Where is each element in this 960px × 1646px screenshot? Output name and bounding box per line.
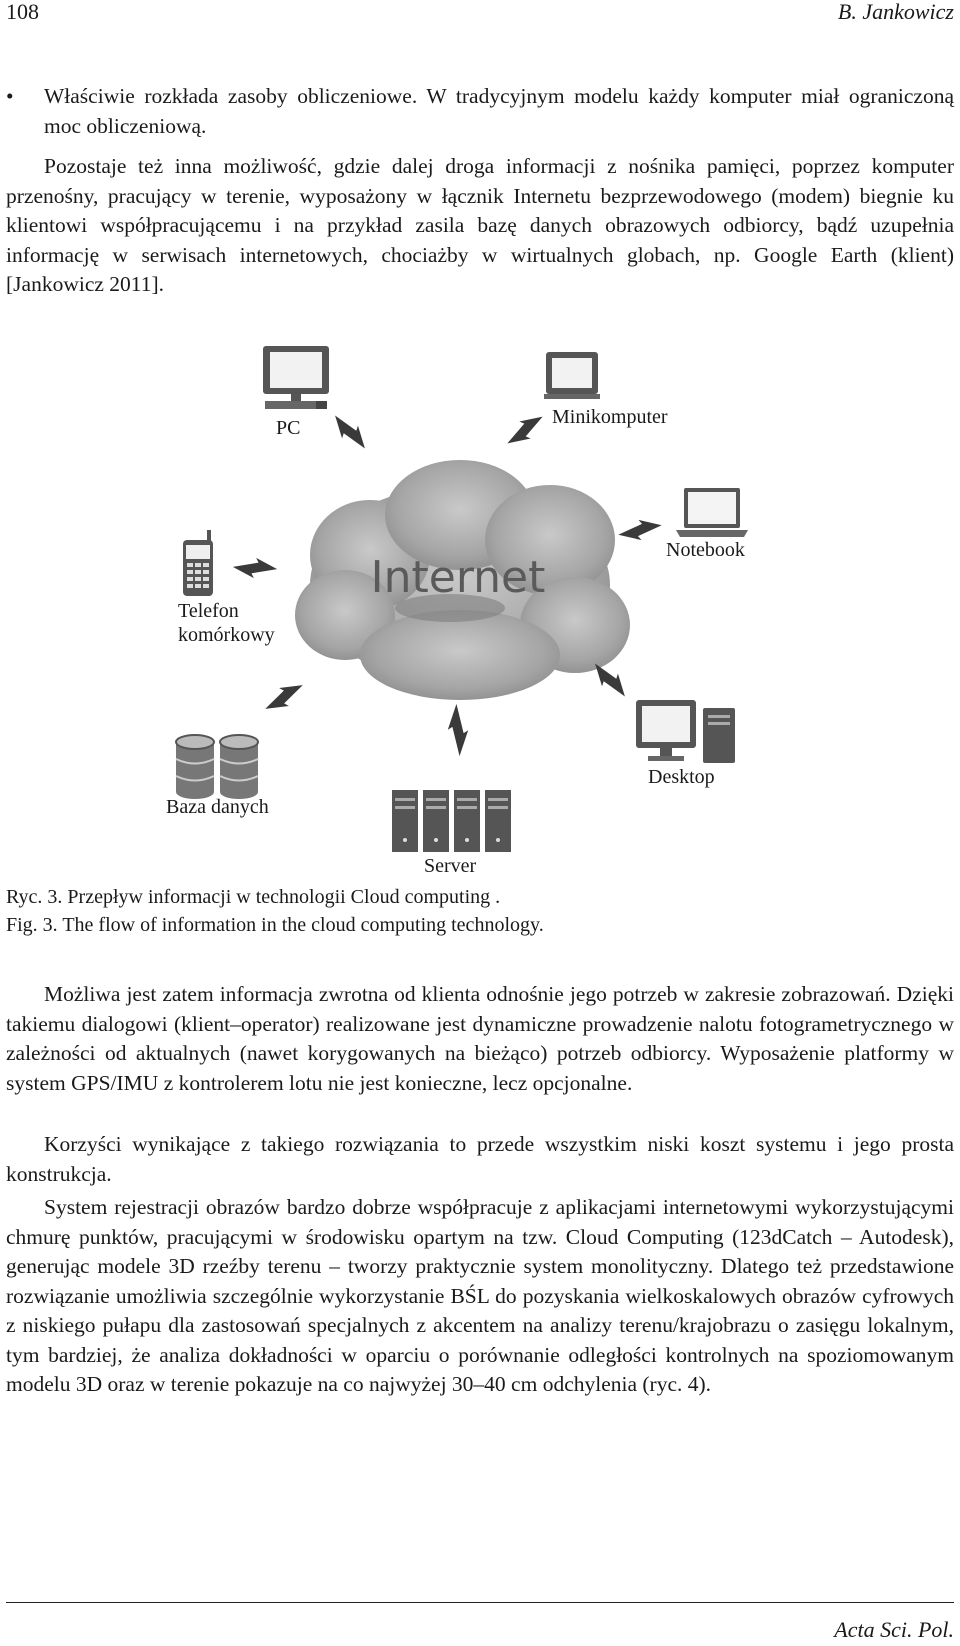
page-number: 108 bbox=[6, 0, 39, 24]
server-icon bbox=[392, 790, 511, 852]
bullet-text: Właściwie rozkłada zasoby obliczeniowe. W tradycyjnym modelu każdy komputer miał ograniczoną moc obliczeniową. bbox=[44, 84, 954, 138]
label-desktop: Desktop bbox=[648, 766, 715, 788]
paragraph-body-1: Możliwa jest zatem informacja zwrotna od klienta odnośnie jego potrzeb w zakresie zobrazowań. Dzięki takiemu dialogowi (klient–operator) realizowane jest dynamiczne prowadzenie nalotu fotogrametrycznego w zależności od aktualnych (nawet korygowanych na bieżąco) potrzeb odbiorcy. Wyposażenie platformy w system GPS/IMU z kontrolerem lotu nie jest konieczne, lecz opcjonalne. bbox=[6, 982, 954, 1095]
label-notebook: Notebook bbox=[666, 539, 745, 561]
label-pc: PC bbox=[276, 417, 301, 439]
running-author: B. Jankowicz bbox=[837, 0, 954, 24]
cloud-label: Internet bbox=[370, 552, 546, 603]
bullet-marker: • bbox=[6, 84, 14, 108]
bolt-pc-icon bbox=[327, 410, 374, 454]
desktop-icon bbox=[636, 700, 735, 763]
diagram-graphic bbox=[0, 340, 960, 930]
bolt-database-icon bbox=[261, 675, 308, 719]
bolt-minikomputer-icon bbox=[502, 407, 547, 452]
label-telefon: Telefon bbox=[178, 600, 239, 622]
label-minikomputer: Minikomputer bbox=[552, 406, 668, 428]
figure-cloud-diagram bbox=[0, 340, 960, 930]
footer-rule bbox=[6, 1602, 954, 1603]
phone-icon bbox=[183, 530, 213, 596]
label-komorkowy: komórkowy bbox=[178, 624, 275, 646]
bullet-item bbox=[6, 82, 954, 141]
minikomputer-icon bbox=[544, 352, 600, 399]
label-server: Server bbox=[424, 855, 477, 877]
pc-icon bbox=[263, 346, 329, 409]
bolt-phone-icon bbox=[232, 556, 278, 580]
paragraph-intro: Pozostaje też inna możliwość, gdzie dalej droga informacji z nośnika pamięci, poprzez komputer przenośny, pracujący w terenie, wyposażony w łącznik Internetu bezprzewodowego (modem) biegnie ku klientowi współpracującemu i na przykład zasila bazę danych obrazowych odbiorcy, bądź uzupełnia informację w serwisach internetowych, chociażby w wirtualnych globach, np. Google Earth (klient) [Jankowicz 2011]. bbox=[6, 154, 954, 296]
database-icon bbox=[176, 735, 258, 799]
label-baza-danych: Baza danych bbox=[166, 796, 269, 818]
caption-pl: Ryc. 3. Przepływ informacji w technologii Cloud computing . bbox=[6, 886, 501, 908]
notebook-icon bbox=[676, 488, 748, 537]
bolt-notebook-icon bbox=[616, 513, 664, 547]
paragraph-body-2: Korzyści wynikające z takiego rozwiązania to przede wszystkim niski koszt systemu i jego prosta konstrukcja. bbox=[6, 1132, 954, 1186]
paragraph-body-3: System rejestracji obrazów bardzo dobrze współpracuje z aplikacjami internetowymi wykorzystującymi chmurę punktów, pracującymi w środowisku opartym na tzw. Cloud Computing (123dCatch – Autodesk), generując modele 3D rzeźby terenu – tworzy praktycznie system monolityczny. Dlatego też przedstawione rozwiązanie umożliwia szczególnie wykorzystanie BŚL do pozyskania wielkoskalowych obrazów cyfrowych z niskiego pułapu dla zastosowań specjalnych z akcentem na analizy terenu/krajobrazu o zasięgu lokalnym, tym bardziej, że analiza dokładności w oparciu o porównanie odległości kontrolnych na spoziomowanym modelu 3D oraz w terenie pokazuje na co najwyżej 30–40 cm odchylenia (ryc. 4). bbox=[6, 1195, 954, 1396]
footer-journal: Acta Sci. Pol. bbox=[834, 1617, 954, 1642]
caption-en: Fig. 3. The flow of information in the cloud computing technology. bbox=[6, 914, 544, 936]
bolt-server-icon bbox=[444, 703, 473, 758]
